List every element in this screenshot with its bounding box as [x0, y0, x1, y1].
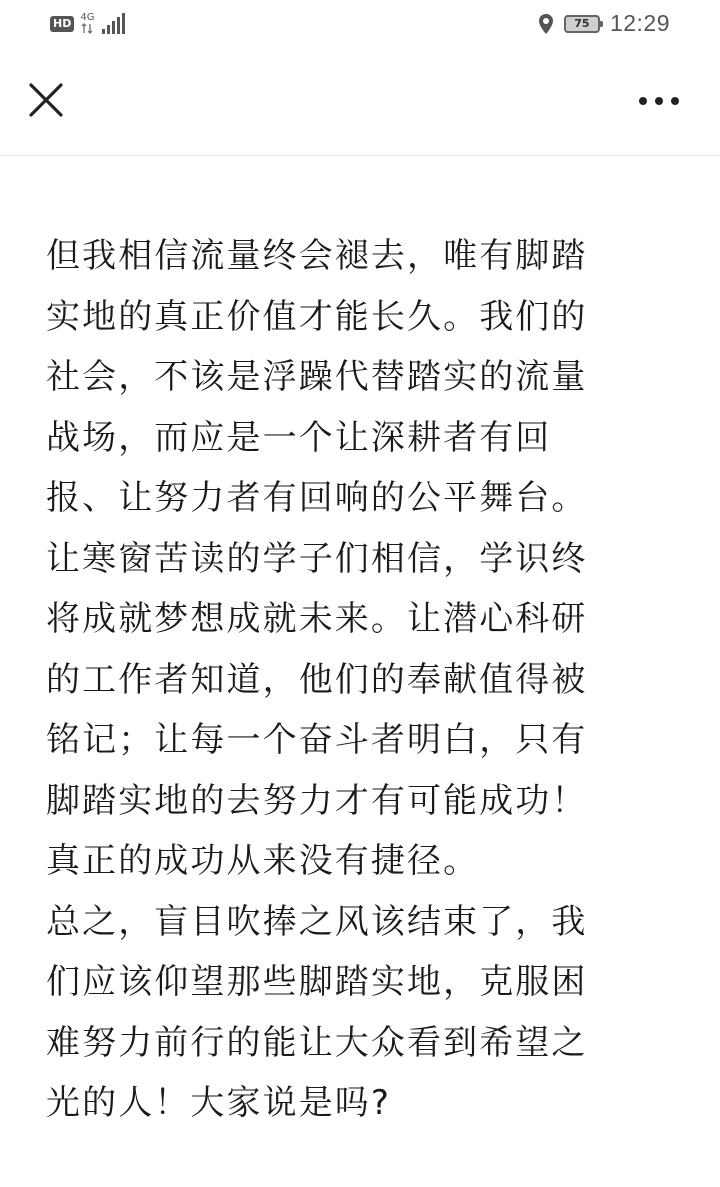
status-bar: [0, 0, 720, 50]
more-icon: [634, 80, 684, 120]
article-body: [46, 226, 678, 1134]
network-type-icon: [80, 13, 96, 35]
signal-icon: [102, 14, 125, 34]
network-type-label: 4G: [80, 12, 95, 23]
location-icon: [538, 13, 554, 35]
status-left: [50, 13, 125, 35]
more-button[interactable]: [634, 80, 684, 120]
close-button[interactable]: [24, 78, 68, 122]
hd-icon: HD: [50, 16, 74, 32]
article-paragraph: 总之，盲目吹捧之风该结束了，我 们应该仰望那些脚踏实地，克服困 难努力前行的能让大众看到希望之 光的人！大家说是吗?: [46, 901, 588, 1123]
clock: 12:29: [609, 10, 670, 36]
battery-icon: 75: [564, 15, 600, 33]
status-right: [538, 10, 670, 37]
article-paragraph: 但我相信流量终会褪去，唯有脚踏 实地的真正价值才能长久。我们的 社会，不该是浮躁代替踏实的流量 战场，而应是一个让深耕者有回 报、让努力者有回响的公平舞台。 让寒窗苦读的学子们相信，学识终 将成就梦想成就未来。让潜心科研 的工作者知道，他们的奉献值得被 铭记；让每一个奋斗者明白，只有 脚踏实地的去努力才有可能成功！ 真正的成功从来没有捷径。: [46, 236, 588, 881]
top-bar: [0, 50, 720, 156]
close-icon: [24, 78, 68, 122]
